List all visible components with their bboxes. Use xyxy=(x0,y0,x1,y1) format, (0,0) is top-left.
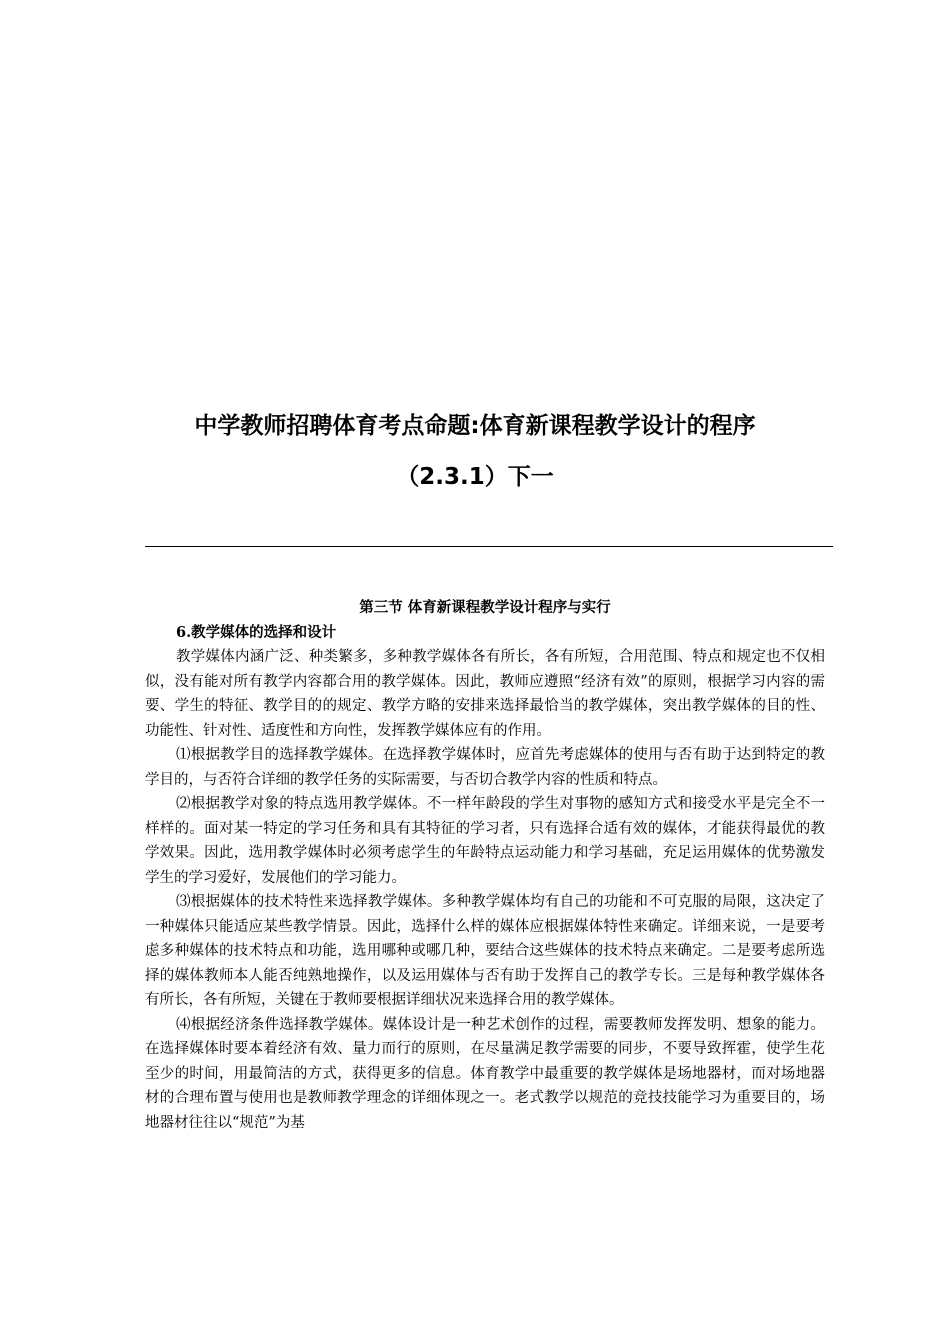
paragraph-point-2: ⑵根据教学对象的特点选用教学媒体。不一样年龄段的学生对事物的感知方式和接受水平是完全不一样样的。面对某一特定的学习任务和具有其特征的学习者，只有选择合适有效的媒体，才能获得最优的教学效果。因此，选用教学媒体时必须考虑学生的年龄特点运动能力和学习基础，充足运用媒体的优势激发学生的学习爱好，发展他们的学习能力。 xyxy=(145,796,825,886)
document-title-line-1: 中学教师招聘体育考点命题:体育新课程教学设计的程序 xyxy=(194,413,756,439)
sub-heading: 6.教学媒体的选择和设计 xyxy=(176,623,337,641)
document-title-line-2: （2.3.1）下一 xyxy=(396,464,554,490)
paragraph-point-3: ⑶根据媒体的技术特性来选择教学媒体。多种教学媒体均有自己的功能和不可克服的局限，这决定了一种媒体只能适应某些教学情景。因此，选择什么样的媒体应根据媒体特性来确定。详细来说，一是要考虑多种媒体的技术特点和功能，选用哪种或哪几种，要结合这些媒体的技术特点来确定。二是要考虑所选择的媒体教师本人能否纯熟地操作，以及运用媒体与否有助于发挥自己的教学专长。三是每种教学媒体各有所长，各有所短，关键在于教师要根据详细状况来选择合用的教学媒体。 xyxy=(145,894,825,1008)
title-divider xyxy=(145,546,833,547)
paragraph-intro: 教学媒体内涵广泛、种类繁多，多种教学媒体各有所长，各有所短，合用范围、特点和规定也不仅相似，没有能对所有教学内容都合用的教学媒体。因此，教师应遵照“经济有效”的原则，根据学习内容的需要、学生的特征、教学目的的规定、教学方略的安排来选择最恰当的教学媒体，突出教学媒体的目的性、功能性、针对性、适度性和方向性，发挥教学媒体应有的作用。 xyxy=(145,649,825,739)
section-heading: 第三节 体育新课程教学设计程序与实行 xyxy=(359,599,611,616)
paragraph-point-1: ⑴根据教学目的选择教学媒体。在选择教学媒体时，应首先考虑媒体的使用与否有助于达到特定的教学目的，与否符合详细的教学任务的实际需要，与否切合教学内容的性质和特点。 xyxy=(145,747,825,788)
paragraph-point-4: ⑷根据经济条件选择教学媒体。媒体设计是一种艺术创作的过程，需要教师发挥发明、想象的能力。在选择媒体时要本着经济有效、量力而行的原则，在尽量满足教学需要的同步，不要导致挥霍，使学生花至少的时间，用最简洁的方式，获得更多的信息。体育教学中最重要的教学媒体是场地器材，而对场地器材的合理布置与使用也是教师教学理念的详细体现之一。老式教学以规范的竞技技能学习为重要目的，场地器材往往以“规范”为基 xyxy=(145,1016,825,1131)
document-body xyxy=(145,596,825,1135)
